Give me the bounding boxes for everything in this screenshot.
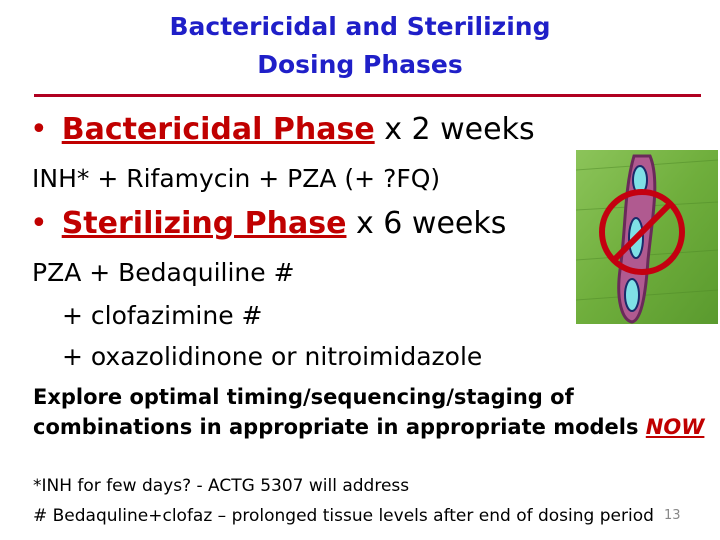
bullet-sterilizing [30,206,506,241]
bullet-marker: • [30,112,48,147]
no-bacteria-icon [576,150,718,324]
title-line-2: Dosing Phases [257,50,463,79]
sterilizing-regimen-line-1: PZA + Bedaquiline # [32,258,295,287]
sterilizing-regimen-line-2: + clofazimine # [62,301,263,330]
bullet-marker: • [30,206,48,241]
slide-title [0,8,720,84]
sterilizing-regimen-line-3: + oxazolidinone or nitroimidazole [62,342,483,371]
bactericidal-phase-label: Bactericidal Phase [61,112,375,147]
sterilizing-duration: x 6 weeks [346,206,507,241]
footnote-bedaquiline: # Bedaquline+clofaz – prolonged tissue levels after end of dosing period [33,506,654,526]
sterilizing-phase-label: Sterilizing Phase [61,206,347,241]
bullet-bactericidal [30,112,535,147]
explore-line-2 [33,415,704,439]
title-divider [34,94,701,97]
bactericidal-regimen: INH* + Rifamycin + PZA (+ ?FQ) [32,164,441,193]
title-line-1: Bactericidal and Sterilizing [169,12,551,41]
footnote-inh: *INH for few days? - ACTG 5307 will address [33,476,410,496]
bactericidal-duration: x 2 weeks [374,112,535,147]
now-emphasis: NOW [645,415,705,439]
explore-line-2-text: combinations in appropriate in appropriate models [33,415,646,439]
explore-line-1: Explore optimal timing/sequencing/staging of [33,385,574,409]
page-number: 13 [664,508,681,523]
